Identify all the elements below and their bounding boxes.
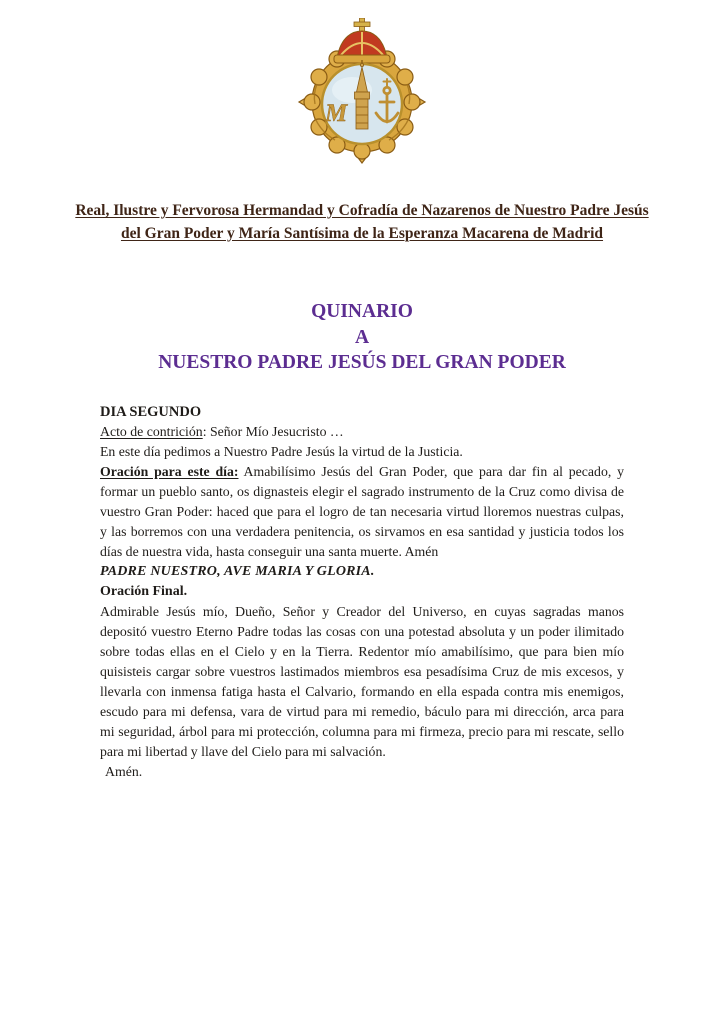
svg-text:M: M — [325, 100, 348, 127]
daily-prayer-paragraph — [100, 462, 624, 562]
main-title — [0, 299, 724, 376]
final-prayer-heading: Oración Final. — [100, 584, 188, 599]
main-title-line-3: NUESTRO PADRE JESÚS DEL GRAN PODER — [158, 352, 566, 373]
daily-prayer-text: Amabilísimo Jesús del Gran Poder, que para dar fin al pecado, y formar un pueblo santo, os dignasteis elegir el sagrado instrumento de la Cruz como divisa de vuestro Gran Poder: haced que para el logro de tan necesaria virtud lloremos nuestras culpas, y las borremos con una verdadera penitencia, os sirvamos en esa santidad y justicia todos los días de nuestra vida, hasta conseguir una santa muerte. Amén — [100, 464, 624, 559]
header-title: Real, Ilustre y Fervorosa Hermandad y Cofradía de Nazarenos de Nuestro Padre Jesús del Gran Poder y María Santísima de la Esperanza Macarena de Madrid — [75, 202, 649, 242]
amen-line: Amén. — [105, 764, 143, 779]
contrition-label: Acto de contrición — [100, 424, 203, 439]
petition-line: En este día pedimos a Nuestro Padre Jesús la virtud de la Justicia. — [100, 444, 463, 459]
contrition-text: : Señor Mío Jesucristo … — [202, 424, 344, 439]
document-body — [100, 402, 624, 782]
main-title-line-1: QUINARIO — [311, 301, 413, 322]
prayers-line: PADRE NUESTRO, AVE MARIA Y GLORIA. — [100, 564, 375, 579]
daily-prayer-label: Oración para este día: — [100, 464, 239, 479]
hermandad-emblem-logo — [296, 18, 428, 164]
main-title-line-2: A — [354, 326, 370, 348]
day-heading: DIA SEGUNDO — [100, 404, 202, 420]
contrition-line — [100, 422, 624, 442]
final-prayer-paragraph: Admirable Jesús mío, Dueño, Señor y Creador del Universo, en cuyas sagradas manos depositó vuestro Eterno Padre todas las cosas con una potestad absoluta y un poder ilimitado sobre todas ellas en el Cielo y en la Tierra. Redentor mío amabilísimo, que para bien mío quisisteis cargar sobre vuestros lastimados miembros esa pesadísima Cruz de mis excesos, y llevarla con inmensa fatiga hasta el Calvario, formando en ella espada contra mis enemigos, escudo para mi defensa, vara de virtud para mi remedio, báculo para mi dirección, arca para mi seguridad, árbol para mi protección, columna para mi firmeza, precio para mi rescate, sello para mi libertad y llave del Cielo para mi salvación. — [100, 604, 624, 759]
